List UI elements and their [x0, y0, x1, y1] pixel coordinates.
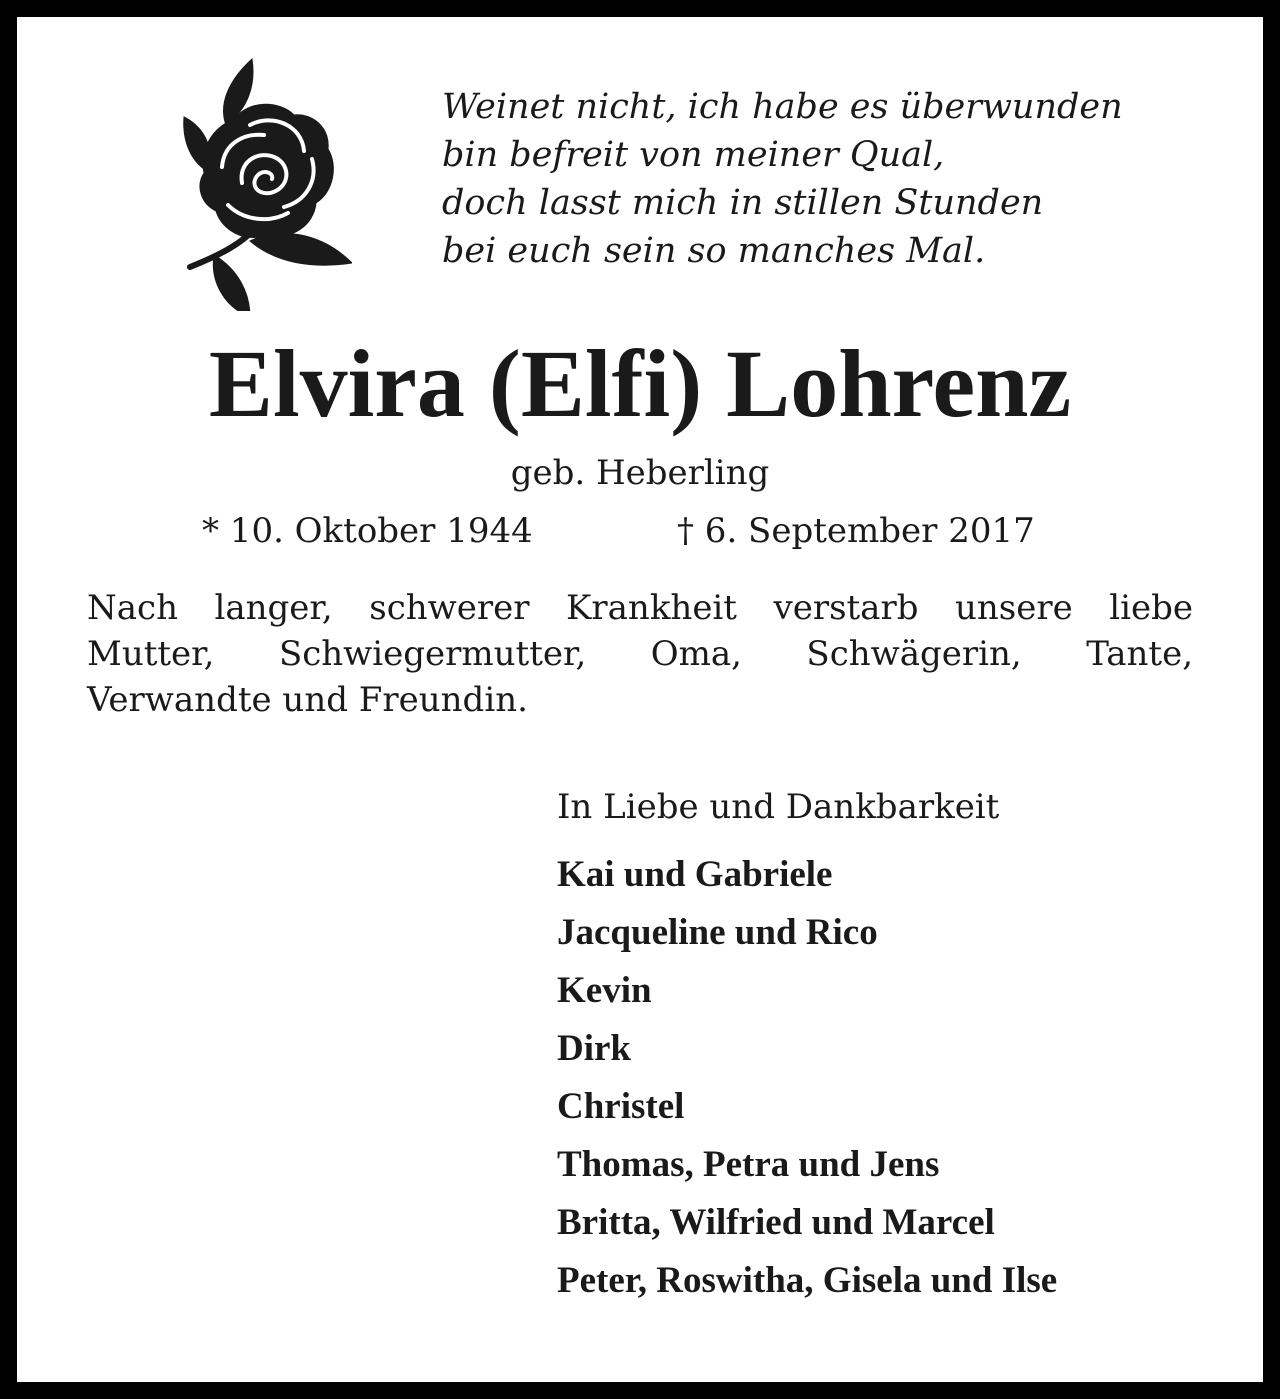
poem-line: Weinet nicht, ich habe es überwunden	[442, 87, 1123, 127]
mourner-name: Kai und Gabriele	[557, 854, 833, 895]
memorial-poem	[442, 83, 1242, 275]
closing-phrase: In Liebe und Dankbarkeit	[557, 787, 1000, 827]
birth-date: * 10. Oktober 1944	[202, 511, 533, 551]
mourner-name: Britta, Wilfried und Marcel	[557, 1202, 995, 1243]
death-date: † 6. September 2017	[677, 511, 1035, 551]
rose-icon	[152, 55, 352, 311]
poem-line: bin befreit von meiner Qual,	[442, 135, 945, 175]
mourner-name: Dirk	[557, 1028, 631, 1069]
announcement-text	[87, 585, 1193, 723]
mourner-name: Christel	[557, 1086, 685, 1127]
mourners-list	[557, 849, 1057, 1313]
mourner-name: Peter, Roswitha, Gisela und Ilse	[557, 1260, 1058, 1301]
announcement-line: Mutter, Schwiegermutter, Oma, Schwägerin, Tante,	[87, 634, 1193, 674]
mourner-name: Jacqueline und Rico	[557, 912, 878, 953]
deceased-name: Elvira (Elfi) Lohrenz	[208, 330, 1072, 437]
announcement-line: Nach langer, schwerer Krankheit verstarb unsere liebe	[87, 588, 1193, 628]
mourner-name: Thomas, Petra und Jens	[557, 1144, 940, 1185]
announcement-line: Verwandte und Freundin.	[87, 680, 528, 720]
maiden-name: geb. Heberling	[510, 453, 770, 493]
poem-line: doch lasst mich in stillen Stunden	[442, 183, 1044, 223]
mourner-name: Kevin	[557, 970, 652, 1011]
poem-line: bei euch sein so manches Mal.	[442, 231, 986, 271]
obituary-notice	[17, 17, 1263, 1382]
